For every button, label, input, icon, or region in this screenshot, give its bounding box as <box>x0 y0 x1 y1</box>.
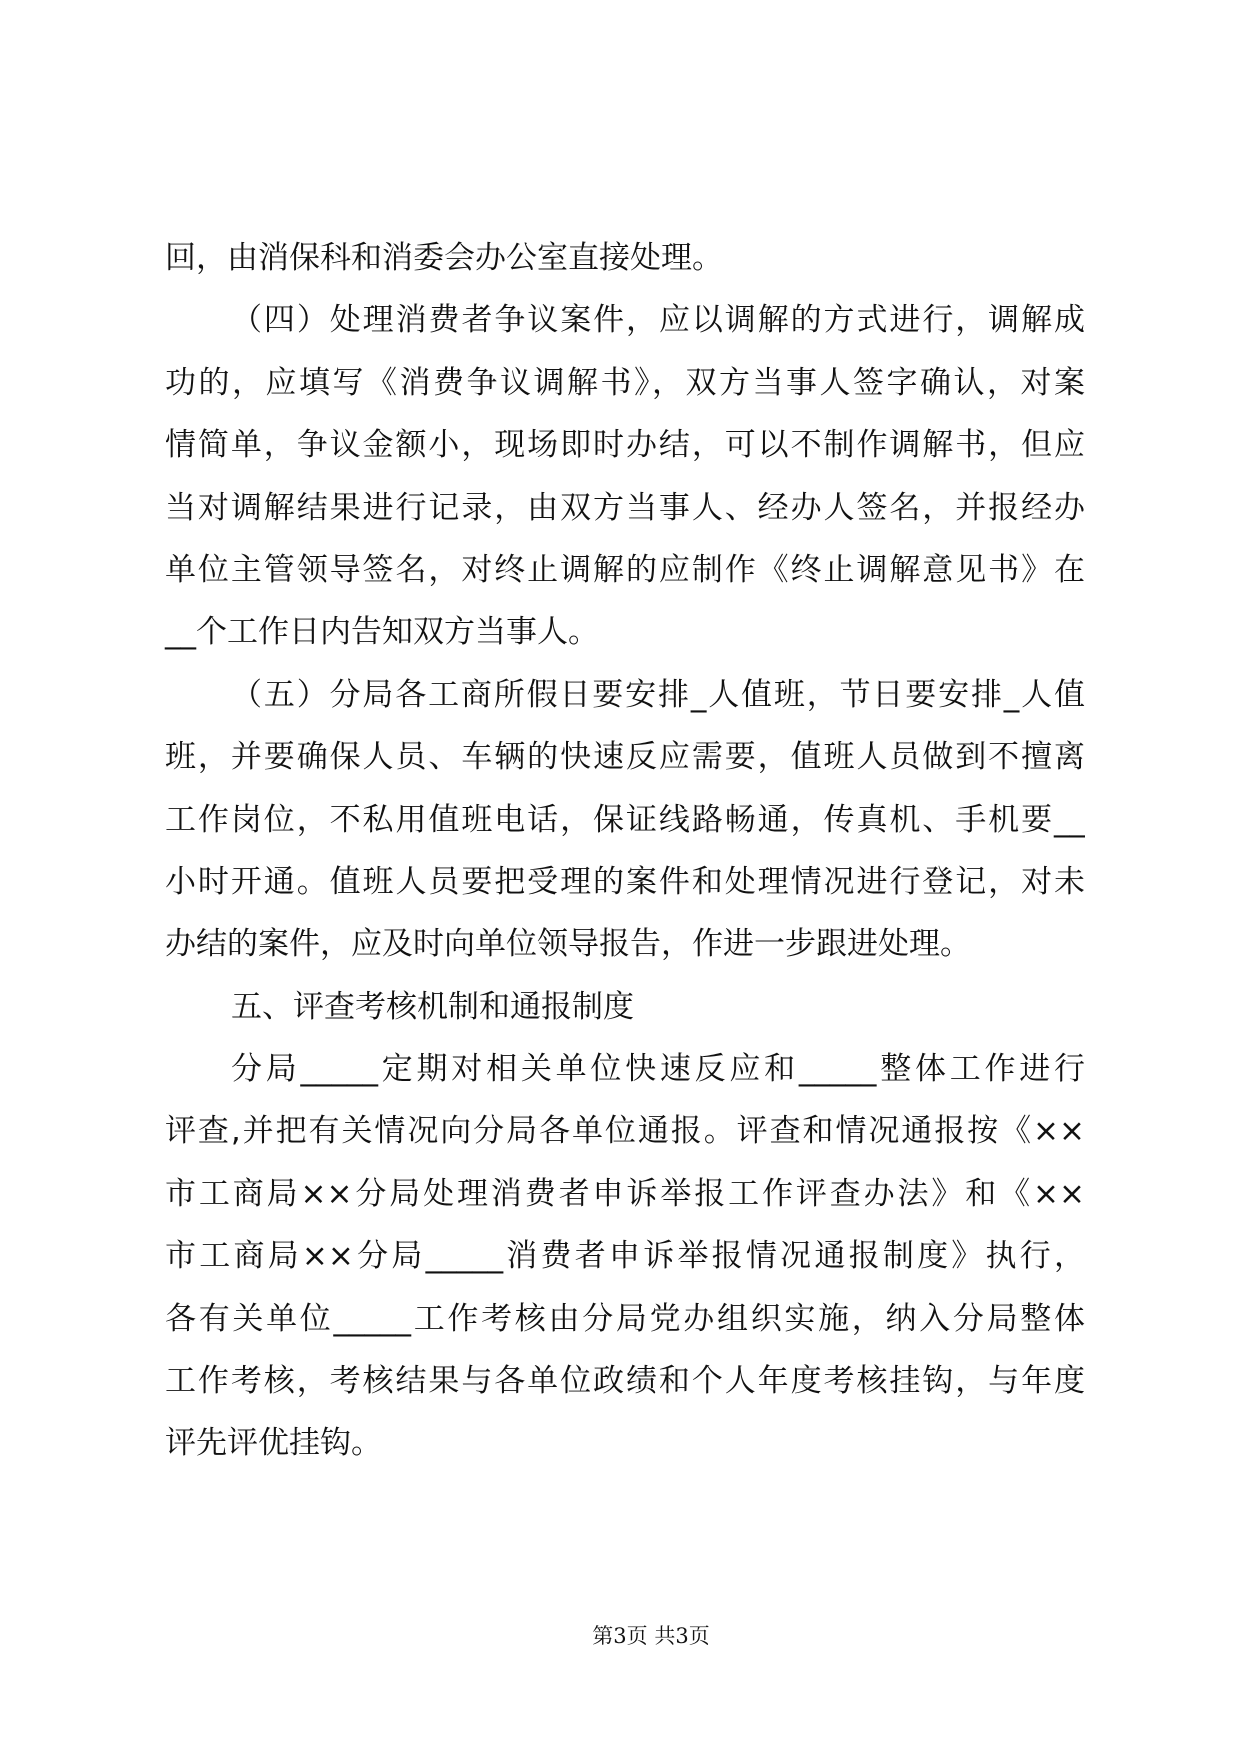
text-line: 班，并要确保人员、车辆的快速反应需要，值班人员做到不擅离 <box>165 739 1085 776</box>
page-footer: 第3页 共3页 <box>592 1624 710 1648</box>
paragraph <box>165 976 1085 1038</box>
text-line: 分局_____定期对相关单位快速反应和_____整体工作进行 <box>231 1051 1085 1088</box>
text-line: 小时开通。值班人员要把受理的案件和处理情况进行登记，对未 <box>165 863 1085 900</box>
text-line: 五、评查考核机制和通报制度 <box>231 988 634 1025</box>
text-line: 当对调解结果进行记录，由双方当事人、经办人签名，并报经办 <box>165 489 1085 526</box>
paragraph <box>165 227 1085 289</box>
text-line: 各有关单位_____工作考核由分局党办组织实施，纳入分局整体 <box>165 1300 1085 1337</box>
paragraph <box>165 289 1085 663</box>
text-line: __个工作日内告知双方当事人。 <box>165 614 599 651</box>
text-line: 办结的案件，应及时向单位领导报告，作进一步跟进处理。 <box>165 926 971 963</box>
paragraph <box>165 1038 1085 1475</box>
text-line: （四）处理消费者争议案件，应以调解的方式进行，调解成 <box>231 302 1085 339</box>
document-body <box>165 227 1085 1475</box>
text-line: 情简单，争议金额小，现场即时办结，可以不制作调解书，但应 <box>165 427 1085 464</box>
text-line: 工作考核，考核结果与各单位政绩和个人年度考核挂钩，与年度 <box>165 1363 1085 1400</box>
text-line: 评先评优挂钩。 <box>165 1425 382 1462</box>
text-line: 单位主管领导签名，对终止调解的应制作《终止调解意见书》在 <box>165 551 1085 588</box>
text-line: 市工商局××分局_____消费者申诉举报情况通报制度》执行， <box>165 1238 1085 1275</box>
text-line: 功的，应填写《消费争议调解书》，双方当事人签字确认，对案 <box>165 364 1085 401</box>
text-line: 回，由消保科和消委会办公室直接处理。 <box>165 240 723 276</box>
text-line: 市工商局××分局处理消费者申诉举报工作评查办法》和《×× <box>165 1175 1085 1212</box>
text-line: 工作岗位，不私用值班电话，保证线路畅通，传真机、手机要__ <box>165 801 1085 838</box>
text-line: 评查,并把有关情况向分局各单位通报。评查和情况通报按《×× <box>165 1113 1085 1150</box>
paragraph <box>165 664 1085 976</box>
text-line: （五）分局各工商所假日要安排_人值班，节日要安排_人值 <box>231 676 1085 713</box>
